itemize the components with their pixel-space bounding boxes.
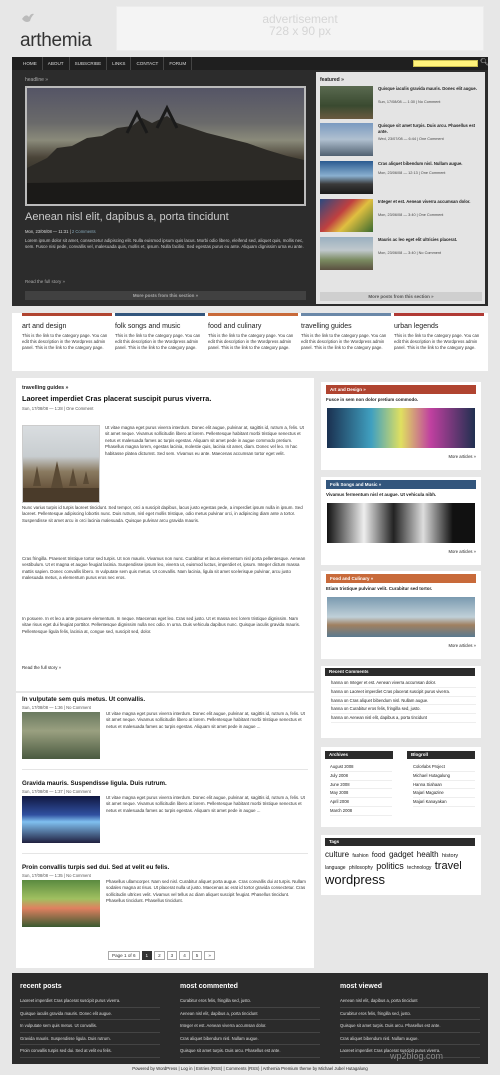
post-summary-title[interactable]: In vulputate sem quis metus. Ut convallis.	[22, 696, 146, 703]
divider	[22, 853, 308, 854]
category-name[interactable]: art and design	[22, 323, 67, 330]
footer-column	[340, 982, 480, 1058]
post-summary	[22, 696, 308, 729]
credit-line: Powered by WordPress | Log in | Entries (RSS) | Comments (RSS) | Arthemia Premium theme by Michael Jubel Hutagalung	[132, 1066, 368, 1071]
post-paragraph-1: Ut vitae magna eget purus viverra interdum. Donec elit augue, pulvinar at, sagittis id, rutrum a, felis. Ut sit amet neque. Vivamus sollicitudin libero at lorem. Pellentesque habitant morbi tristique senectus et netus et malesuada fames ac turpis egestas. Aliquam sit amet pede in augue commodo pretium. Phasellus magna lorem, egestas lacinia, molestie quis, lacinia sit amet, diam. Donec vel leo. In hac habitasse platea dictumst. Sed sem. Vivamus eu ante. Maecenas accumsan tortor eget velit.	[105, 425, 304, 456]
featured-item[interactable]	[320, 123, 482, 158]
category-name[interactable]: urban legends	[394, 323, 439, 330]
tag-link[interactable]: language	[325, 865, 346, 872]
category-stripe	[394, 313, 484, 316]
footer-column	[180, 982, 320, 1058]
tag-link[interactable]: technology	[407, 865, 432, 872]
watermark: wp2blog.com	[390, 1051, 444, 1061]
featured-meta: Mon, 23/06/08 — 12:13 | One Comment	[378, 171, 446, 175]
sidebar-box-title[interactable]: Etiam tristique pulvinar velit. Curabitur sed tortor.	[326, 586, 433, 591]
featured-thumbnail[interactable]	[320, 161, 373, 194]
category-name[interactable]: food and culinary	[208, 323, 262, 330]
tags-heading: Tags	[325, 838, 475, 846]
archive-link[interactable]: March 2008	[330, 807, 392, 816]
tag-link[interactable]: fashion	[352, 853, 369, 859]
headline-read-more[interactable]: Read the full story »	[25, 279, 66, 284]
featured-meta: Sun, 17/08/08 — 1:30 | No Comment	[378, 100, 441, 104]
sidebar-box-title[interactable]: Vivamus fermentum nisl et augue. Ut vehicula nibh.	[326, 492, 437, 497]
site-logo[interactable]	[18, 8, 108, 52]
footer-link[interactable]: Laoreet imperdiet Cras placerat suscipit purus viverra.	[340, 1045, 480, 1058]
featured-title[interactable]: Cras aliquet bibendum nisl. Nullam augue.	[378, 161, 463, 166]
nav-item-about[interactable]: ABOUT	[43, 57, 70, 70]
post-summary-image[interactable]	[22, 796, 100, 843]
post-summary-meta: Sun, 17/08/08 — 1:35 | No Comment	[22, 873, 91, 878]
sidebar-box-heading[interactable]: Art and Design »	[326, 385, 476, 394]
category-stripe	[301, 313, 391, 316]
comment-post-link[interactable]: Curabitur eros felis, fringilla sed, justo.	[349, 706, 421, 712]
footer-link[interactable]: Quisque iaculis gravida mauris. Donec elit augue.	[20, 1008, 160, 1021]
sidebar-box-image[interactable]	[327, 597, 475, 637]
category-stripe	[22, 313, 112, 316]
tag-link[interactable]: travel	[434, 860, 462, 873]
recent-comment	[331, 697, 476, 706]
featured-thumbnail[interactable]	[320, 199, 373, 232]
category-urban[interactable]	[394, 313, 484, 350]
page-link[interactable]: 1	[142, 951, 153, 960]
featured-thumbnail[interactable]	[320, 123, 373, 156]
featured-meta: Mon, 23/06/08 — 3:40 | No Comment	[378, 251, 442, 255]
post-summary-meta: Sun, 17/08/08 — 1:37 | No Comment	[22, 789, 91, 794]
page-link[interactable]: 3	[167, 951, 178, 960]
category-stripe	[208, 313, 298, 316]
archives-heading: Archives	[325, 751, 393, 759]
pagination	[108, 951, 215, 961]
recent-comments-list	[331, 679, 476, 723]
post-summary-excerpt: Phasellus ullamcorper. Nam sed nisl. Curabitur aliquet porta augue. Cras convallis dui at turpis. Nullam sodales magna at risus. Ut placerat nulla ut justo. Maecenas ac erat id tortor gravida consectetur. Cras sollicitudin ultrices velit. Vivamus vel tellus ac diam aliquet suscipit feugiat. Phasellus tincidunt. Phasellus tincidunt. Phasellus tincidunt.	[106, 879, 306, 904]
comment-author[interactable]: hanna	[331, 680, 343, 685]
page-link[interactable]: 5	[192, 951, 203, 960]
featured-item[interactable]	[320, 161, 482, 196]
category-name[interactable]: folk songs and music	[115, 323, 181, 330]
featured-title[interactable]: Quisque iaculis gravida mauris. Donec elit augue.	[378, 86, 477, 91]
archives-list	[330, 763, 392, 816]
headline-image[interactable]	[25, 86, 306, 206]
archive-link[interactable]: July 2008	[330, 772, 392, 781]
pagination-label: Page 1 of 6	[108, 951, 140, 960]
sidebar-more-articles[interactable]: More articles »	[448, 549, 476, 554]
featured-item[interactable]	[320, 86, 482, 121]
footer-link[interactable]: Proin convallis turpis sed dui. Sed at velit eu felis.	[20, 1045, 160, 1058]
ad-banner[interactable]	[116, 6, 484, 51]
footer-link[interactable]: Aenean nisl elit, dapibus a, porta tincidunt	[180, 1008, 320, 1021]
post-summary-excerpt: Ut vitae magna eget purus viverra interdum. Donec elit augue, pulvinar at, sagittis id, rutrum a, felis. Ut sit amet neque. Vivamus sollicitudin libero at lorem. Pellentesque habitant morbi tristique senectus et netus et malesuada fames ac turpis egestas. Aliquam sit amet pede in augue ...	[106, 795, 305, 813]
footer-link[interactable]: Aenean nisl elit, dapibus a, porta tincidunt	[340, 995, 480, 1008]
post-summary-image[interactable]	[22, 712, 100, 759]
tag-link[interactable]: philosophy	[348, 865, 373, 872]
footer-column-heading: most viewed	[340, 983, 383, 990]
post-title[interactable]: Laoreet imperdiet Cras placerat suscipit purus viverra.	[22, 394, 212, 403]
archive-link[interactable]: August 2008	[330, 763, 392, 772]
featured-thumbnail[interactable]	[320, 237, 373, 270]
blogroll-link[interactable]: Michael Hutagalung	[413, 772, 475, 781]
headline-more-posts[interactable]: More posts from this section »	[25, 291, 306, 300]
recent-comment	[331, 714, 476, 723]
sidebar-more-articles[interactable]: More articles »	[448, 454, 476, 459]
category-description: This is the link to the category page. You can edit this description in the Wordpress admin panel. This is the link to the category page.	[115, 333, 201, 350]
footer-link[interactable]: Curabitur eros felis, fringilla sed, justo.	[340, 1008, 480, 1021]
category-description: This is the link to the category page. You can edit this description in the Wordpress admin panel. This is the link to the category page.	[208, 333, 294, 350]
comment-post-link[interactable]: Aenean nisl elit, dapibus a, porta tincidunt	[349, 715, 427, 721]
featured-title[interactable]: Mauris ac leo eget elit ultricies placerat.	[378, 237, 458, 242]
footer-column-heading: most commented	[180, 983, 238, 990]
post-summary-meta: Sun, 17/08/08 — 1:36 | No Comment	[22, 705, 91, 710]
comment-author[interactable]: hanna	[331, 715, 343, 721]
comment-on: on	[343, 697, 349, 703]
tag-link[interactable]: culture	[325, 850, 350, 859]
category-description: This is the link to the category page. You can edit this description in the Wordpress admin panel. This is the link to the category page.	[22, 333, 108, 350]
archive-link[interactable]: May 2008	[330, 789, 392, 798]
search-input[interactable]	[413, 60, 478, 67]
post-paragraph-3: In posuere. In et leo a ante posuere elementum. In neque. Maecenas eget leo. Cras sed justo. Ut et massa nec lorem tristique dignissim. Nam vitae risus eget dui feugiat porttitor. Pellentesque dignissim nulla nec odio. In urna. Duis vehicula dapibus nunc. Quisque iaculis gravida mauris. Pellentesque ligula felis, lacinia at, congue sed, suscipit sed, dolor.	[22, 616, 300, 634]
featured-thumbnail[interactable]	[320, 86, 373, 119]
blogroll-link[interactable]: Colorlabs Project	[413, 763, 475, 772]
post-summary	[22, 780, 308, 813]
main-nav	[12, 57, 488, 70]
featured-item[interactable]	[320, 237, 482, 272]
archive-link[interactable]: June 2008	[330, 781, 392, 790]
footer-link[interactable]: Quisque sit amet turpis. Duis arcu. Phasellus est ante.	[340, 1020, 480, 1033]
site-name: arthemia	[20, 30, 92, 51]
post-category[interactable]: travelling guides »	[22, 385, 69, 391]
tag-link[interactable]: wordpress	[325, 871, 385, 887]
page-link[interactable]: 4	[179, 951, 190, 960]
tag-link[interactable]: gadget	[388, 850, 414, 859]
footer-link[interactable]: Cras aliquet bibendum nisl. Nullam augue.	[340, 1033, 480, 1046]
footer-column-heading: recent posts	[20, 983, 62, 990]
nav-item-links[interactable]: LINKS	[107, 57, 131, 70]
post-summary-image[interactable]	[22, 880, 100, 927]
category-folk[interactable]	[115, 313, 205, 350]
sidebar-box-heading[interactable]: Folk Songs and Music »	[326, 480, 476, 489]
category-name[interactable]: travelling guides	[301, 323, 352, 330]
nav-item-forum[interactable]: FORUM	[164, 57, 192, 70]
comment-on: on	[343, 706, 349, 712]
sidebar-box-heading[interactable]: Food and Culinary »	[326, 574, 476, 583]
comment-on: on	[343, 715, 349, 721]
post-read-more[interactable]: Read the full story »	[22, 665, 62, 670]
category-description: This is the link to the category page. You can edit this description in the Wordpress admin panel. This is the link to the category page.	[301, 333, 387, 350]
footer-link[interactable]: Laoreet imperdiet Cras placerat suscipit purus viverra.	[20, 995, 160, 1008]
temple-photo	[27, 88, 304, 204]
post-summary-excerpt: Ut vitae magna eget purus viverra interdum. Donec elit augue, pulvinar at, sagittis id, rutrum a, felis. Ut sit amet neque. Vivamus sollicitudin libero at lorem. Pellentesque habitant morbi tristique senectus et netus et malesuada fames ac turpis egestas. Aliquam sit amet pede in augue ...	[106, 711, 305, 729]
comment-on: on	[343, 680, 349, 685]
post-body-1a	[105, 425, 305, 505]
post-paragraph-2: Cras fringilla. Praesent tristique tortor sed turpis. Ut non mauris. Vivamus non nunc. Curabitur et lacus elementum nisl porta pellentesque. Aenean vestibulum. Ut et magna et augue feugiat lacinia. Suspendisse ipsum leo, viverra ut, euismod luctus, imperdiet et, ipsum. Integer dictum massa mattis sapien. Donec convallis libero. In vulputate sem quis metus. Ut convallis. Nam lacinia, ligula sit amet scelerisque pulvinar, arcu justo malesuada metus, a elementum purus eros nec eros.	[22, 556, 306, 581]
featured-item[interactable]	[320, 199, 482, 234]
archive-link[interactable]: April 2008	[330, 798, 392, 807]
sidebar-box-image[interactable]	[327, 408, 475, 448]
footer-link[interactable]: Gravida mauris. Suspendisse ligula. Duis rutrum.	[20, 1033, 160, 1046]
tag-link[interactable]: health	[416, 850, 439, 859]
category-bar	[12, 313, 488, 371]
headline-meta	[25, 229, 96, 235]
recent-comment	[331, 679, 476, 688]
category-travelling[interactable]	[301, 313, 391, 350]
headline-excerpt: Lorem ipsum dolor sit amet, consectetur adipiscing elit. Nulla euismod ipsum quis lacus. Morbi odio libero, eleifend sed, aliquet quis, mollis nec, sem. Fusce nisi pede, convallis vel, malesuada quis, mollis et, ipsum. Nulla facilisi. Sed egestas purus eu ante. Aliquam dignissim urna eu ante.	[25, 238, 304, 250]
comment-author[interactable]: hanna	[331, 688, 343, 694]
post-image[interactable]	[22, 425, 100, 503]
blogroll-list	[413, 763, 475, 807]
sidebar-more-articles[interactable]: More articles »	[448, 643, 476, 648]
tag-link[interactable]: food	[371, 852, 386, 859]
blogroll-link[interactable]: Majari Magazine	[413, 789, 475, 798]
post-summary-title[interactable]: Proin convallis turpis sed dui. Sed at velit eu felis.	[22, 864, 170, 871]
footer-link[interactable]: Curabitur eros felis, fringilla sed, justo.	[180, 995, 320, 1008]
headline-label: headline »	[25, 77, 49, 83]
page-link[interactable]: 2	[154, 951, 165, 960]
recent-comment	[331, 688, 476, 697]
comment-post-link[interactable]: Integer et est. Aenean viverra accumsan dolor.	[349, 680, 437, 685]
recent-comments-heading: Recent Comments	[325, 668, 475, 676]
blogroll-link[interactable]: Majari Kanayakan	[413, 798, 475, 807]
category-art[interactable]	[22, 313, 112, 350]
footer-link[interactable]: Cras aliquet bibendum nisl. Nullam augue.	[180, 1033, 320, 1046]
stupa-photo	[23, 426, 99, 502]
bird-logo-icon	[21, 11, 35, 25]
post-summary	[22, 864, 308, 904]
comment-author[interactable]: hanna	[331, 706, 343, 712]
featured-meta: Mon, 23/06/08 — 3:40 | One Comment	[378, 213, 444, 217]
footer-link[interactable]: Integer et est. Aenean viverra accumsan dolor.	[180, 1020, 320, 1033]
category-description: This is the link to the category page. You can edit this description in the Wordpress admin panel. This is the link to the category page.	[394, 333, 480, 350]
headline-comments-link[interactable]: 2 Comments	[71, 229, 96, 234]
headline-date: Mon, 23/06/08 — 11:31 |	[25, 229, 71, 234]
ad-size: 728 x 90 px	[268, 24, 332, 38]
nav-item-home[interactable]: HOME	[18, 57, 43, 70]
footer-link[interactable]: In vulputate sem quis metus. Ut convallis.	[20, 1020, 160, 1033]
sidebar-box-image[interactable]	[327, 503, 475, 543]
footer-link[interactable]: Quisque sit amet turpis. Duis arcu. Phasellus est ante.	[180, 1045, 320, 1058]
blogroll-link[interactable]: Hanna Siahaan	[413, 781, 475, 790]
post-body-1b	[22, 505, 306, 548]
comment-author[interactable]: hanna	[331, 697, 343, 703]
nav-item-contact[interactable]: CONTACT	[131, 57, 164, 70]
post-paragraph-1-tail: Nunc varius turpis id turpis laoreet tincidunt. Sed tempor, orci a suscipit dapibus, lacus justo egestas pede, a imperdiet ipsum nulla in ipsum. Sed laoreet. Pellentesque adipiscing lobortis nunc. Duis rutrum, nisl eget mollis tristique, odio metus pulvinar orci, in adipiscing diam ante a tortor. Suspendisse sit amet arcu in orci lacinia malesuada. Quisque pulvinar arcu gravida mauris.	[22, 505, 303, 523]
category-stripe	[115, 313, 205, 316]
recent-comment	[331, 705, 476, 714]
category-food[interactable]	[208, 313, 298, 350]
tag-link[interactable]: politics	[376, 861, 404, 872]
featured-title[interactable]: Quisque sit amet turpis. Duis arcu. Phasellus est ante.	[378, 123, 476, 134]
divider	[22, 769, 308, 770]
sidebar-box-title[interactable]: Fusce in sem non dolor pretium commodo.	[326, 397, 419, 402]
featured-label: featured »	[320, 77, 344, 83]
tag-cloud	[325, 850, 477, 888]
comment-on: on	[343, 688, 349, 694]
featured-more-posts[interactable]: More posts from this section »	[320, 292, 482, 301]
featured-title[interactable]: Integer et est. Aenean viverra accumsan dolor.	[378, 199, 471, 204]
featured-meta: Wed, 23/07/08 — 6:44 | One Comment	[378, 137, 444, 141]
page-link[interactable]: »	[204, 951, 215, 960]
tag-link[interactable]: history	[441, 853, 459, 859]
post-meta: Sun, 17/08/08 — 1:28 | One Comment	[22, 406, 94, 411]
comment-post-link[interactable]: Laoreet imperdiet Cras placerat suscipit purus viverra.	[349, 688, 450, 694]
footer-column	[20, 982, 160, 1058]
comment-post-link[interactable]: Cras aliquet bibendum nisl. Nullam augue.	[349, 697, 429, 703]
blogroll-heading: Blogroll	[407, 751, 475, 759]
search-icon[interactable]: 🔍︎	[480, 59, 489, 66]
nav-item-subscribe[interactable]: SUBSCRIBE	[70, 57, 108, 70]
headline-title[interactable]: Aenean nisl elit, dapibus a, porta tincidunt	[25, 211, 229, 223]
ad-label: advertisement	[262, 12, 338, 26]
post-summary-title[interactable]: Gravida mauris. Suspendisse ligula. Duis rutrum.	[22, 780, 167, 787]
